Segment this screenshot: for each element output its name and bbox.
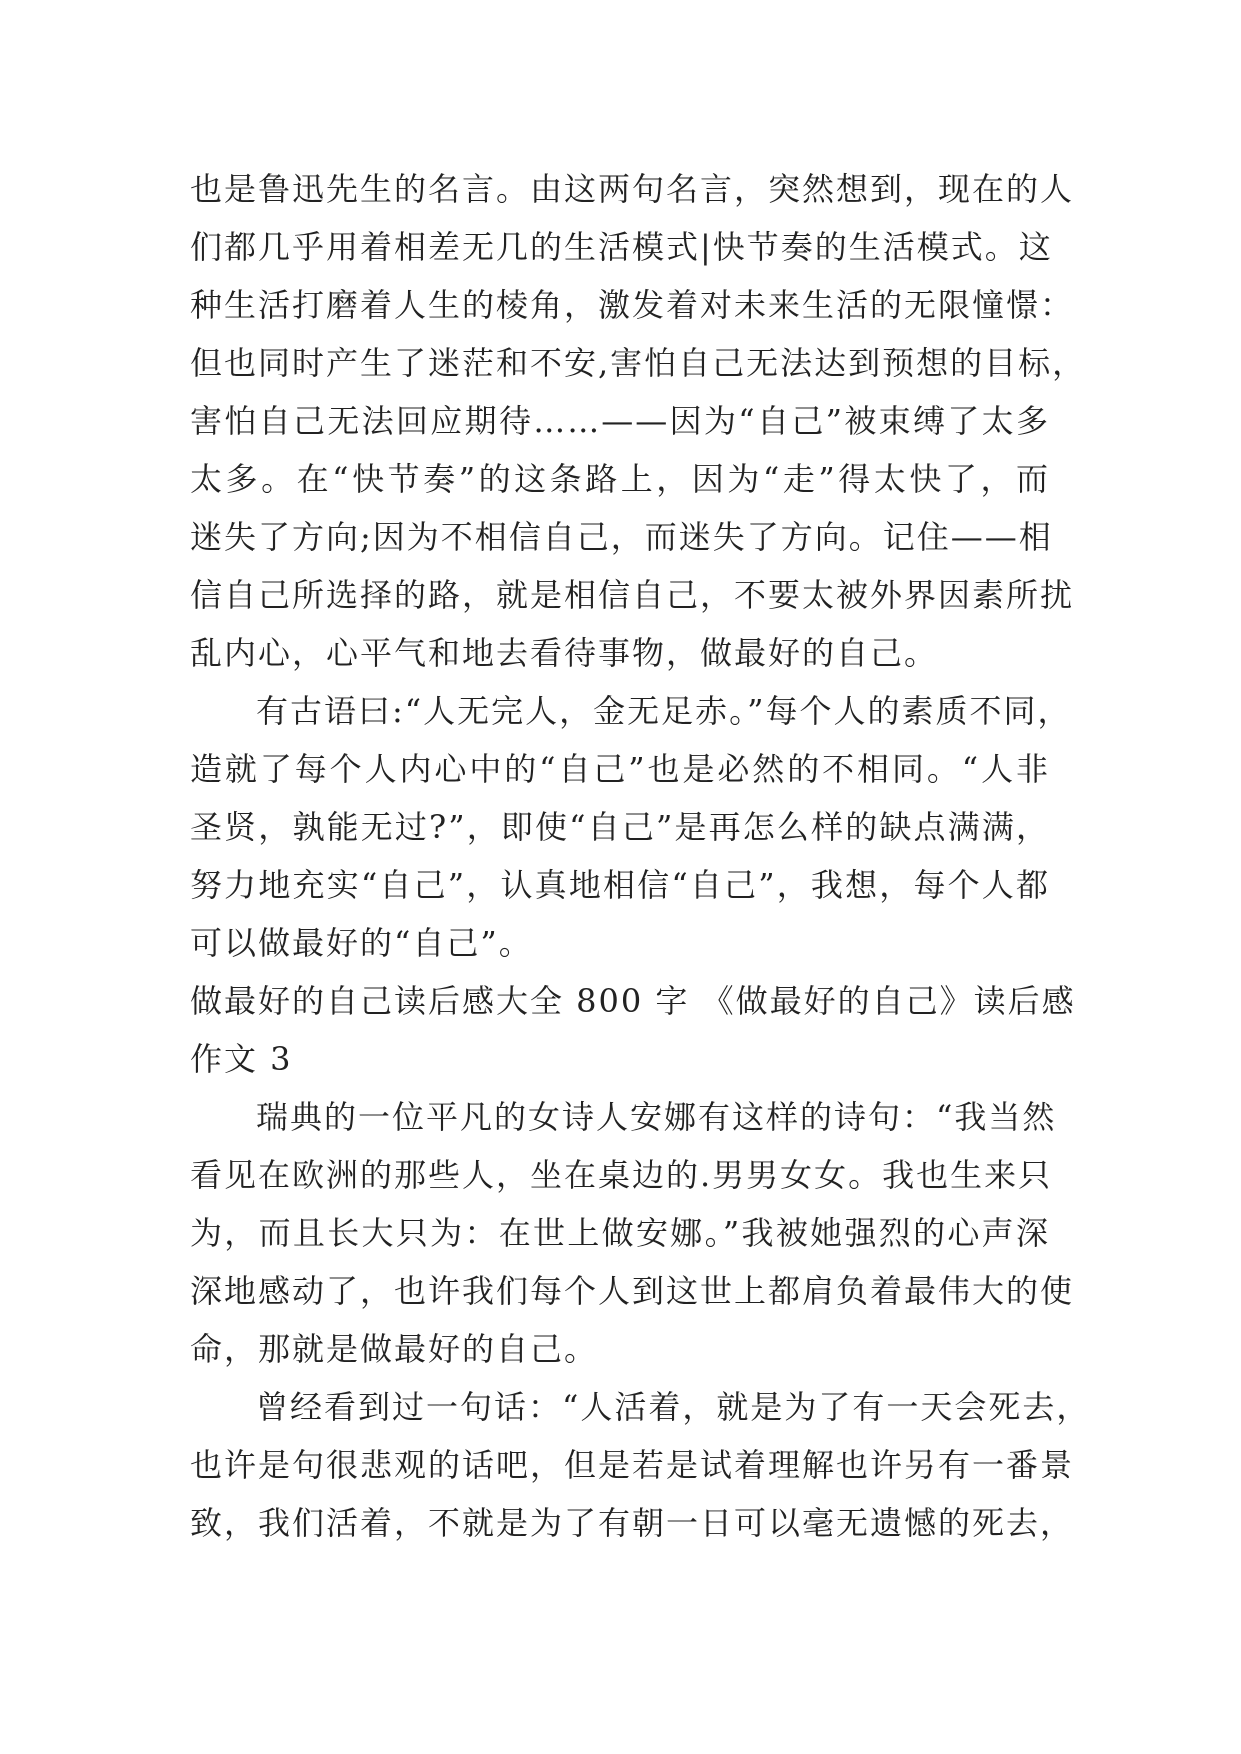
text-line: 可以做最好的“自己”。 — [190, 924, 533, 962]
text-line: 造就了每个人内心中的“自己”也是必然的不相同。“人非 — [190, 750, 1050, 788]
text-line: 曾经看到过一句话：“人活着，就是为了有一天会死去， — [256, 1388, 1091, 1426]
text-line: 致，我们活着，不就是为了有朝一日可以毫无遗憾的死去， — [190, 1504, 1075, 1542]
paragraph-3 — [190, 1088, 1075, 1378]
text-line: 努力地充实“自己”，认真地相信“自己”，我想，每个人都 — [190, 866, 1050, 904]
paragraph-2 — [190, 682, 1072, 972]
text-line: 害怕自己无法回应期待……——因为“自己”被束缚了太多 — [190, 402, 1050, 440]
text-line: 看见在欧洲的那些人，坐在桌边的.男男女女。我也生来只 — [190, 1156, 1053, 1194]
text-line: 太多。在“快节奏”的这条路上，因为“走”得太快了，而 — [190, 460, 1050, 498]
text-line: 迷失了方向;因为不相信自己，而迷失了方向。记住——相 — [190, 518, 1053, 556]
text-line: 种生活打磨着人生的棱角，激发着对未来生活的无限憧憬： — [190, 286, 1075, 324]
paragraph-4 — [190, 1378, 1091, 1552]
text-line: 也是鲁迅先生的名言。由这两句名言，突然想到，现在的人 — [190, 170, 1075, 208]
text-line: 也许是句很悲观的话吧，但是若是试着理解也许另有一番景 — [190, 1446, 1075, 1484]
text-line: 深地感动了，也许我们每个人到这世上都肩负着最伟大的使 — [190, 1272, 1075, 1310]
paragraph-1 — [190, 160, 1087, 682]
text-line: 乱内心，心平气和地去看待事物，做最好的自己。 — [190, 634, 939, 672]
text-line: 信自己所选择的路，就是相信自己，不要太被外界因素所扰 — [190, 576, 1075, 614]
heading-line: 作文 3 — [190, 1040, 293, 1078]
text-line: 们都几乎用着相差无几的生活模式|快节奏的生活模式。这 — [190, 228, 1053, 266]
text-line: 有古语曰:“人无完人，金无足赤。”每个人的素质不同， — [256, 692, 1072, 730]
text-line: 瑞典的一位平凡的女诗人安娜有这样的诗句：“我当然 — [256, 1098, 1057, 1136]
document-body — [190, 160, 1091, 1552]
text-line: 为，而且长大只为：在世上做安娜。”我被她强烈的心声深 — [190, 1214, 1050, 1252]
text-line: 命，那就是做最好的自己。 — [190, 1330, 599, 1368]
text-line: 圣贤，孰能无过?”，即使“自己”是再怎么样的缺点满满， — [190, 808, 1050, 846]
section-heading — [190, 972, 1076, 1088]
text-line: 但也同时产生了迷茫和不安,害怕自己无法达到预想的目标， — [190, 344, 1087, 382]
heading-line: 做最好的自己读后感大全 800 字 《做最好的自己》读后感 — [190, 982, 1076, 1020]
